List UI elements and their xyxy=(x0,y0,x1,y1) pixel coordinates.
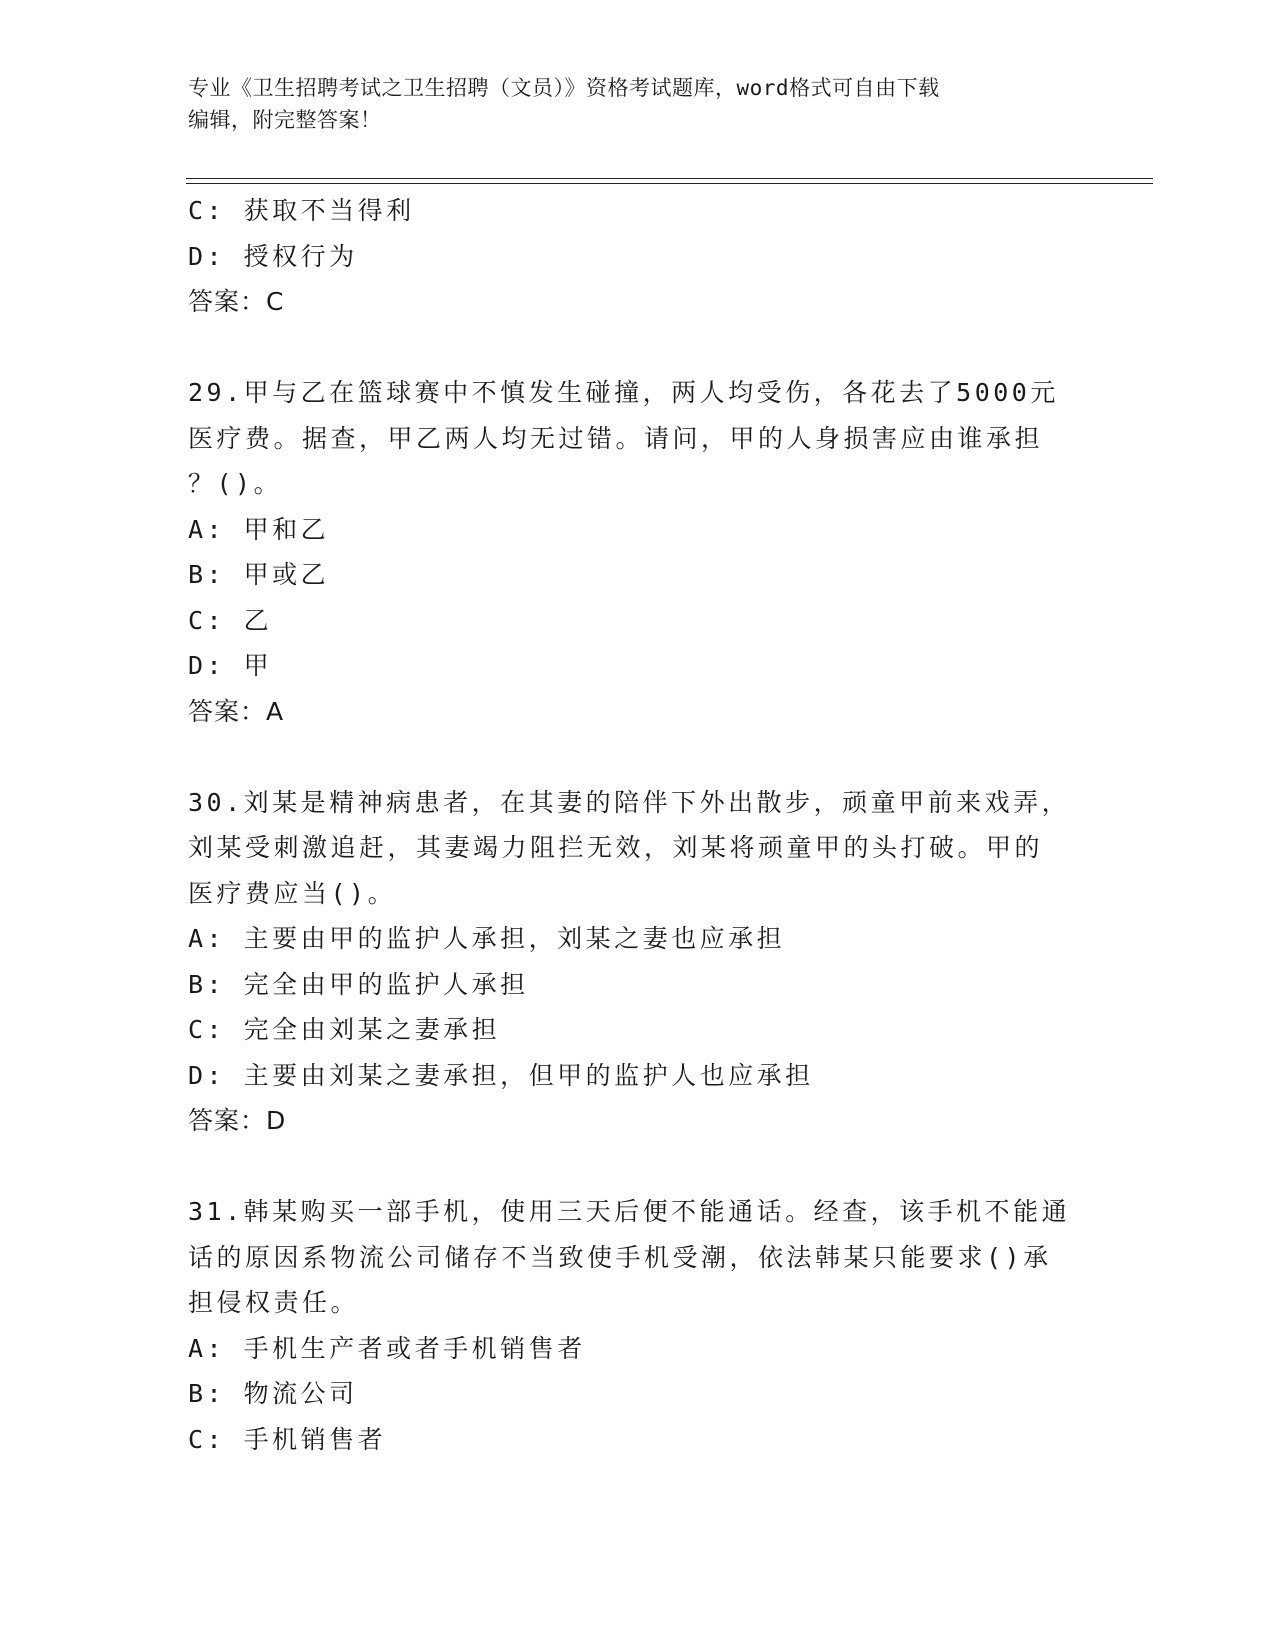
option-c: C: 完全由刘某之妻承担 xyxy=(188,1015,501,1044)
document-header xyxy=(188,72,1088,136)
question-text-line: 话的原因系物流公司储存不当致使手机受潮，依法韩某只能要求()承 xyxy=(188,1242,1052,1272)
header-line-2: 编辑，附完整答案！ xyxy=(188,108,382,132)
option-c: C: 手机销售者 xyxy=(188,1424,387,1454)
option-d: D: 主要由刘某之妻承担，但甲的监护人也应承担 xyxy=(188,1060,814,1090)
spacer xyxy=(188,325,1088,371)
option-a: A: 甲和乙 xyxy=(188,514,330,544)
option-b: B: 物流公司 xyxy=(188,1379,358,1408)
question-text-line: 医疗费应当()。 xyxy=(188,878,397,908)
header-divider-bottom xyxy=(186,183,1153,184)
question-text-line: 医疗费。据查，甲乙两人均无过错。请问，甲的人身损害应由谁承担 xyxy=(188,423,1044,453)
question-text-line: ？()。 xyxy=(188,469,283,498)
option-c: C: 获取不当得利 xyxy=(188,196,415,225)
question-text-line: 担侵权责任。 xyxy=(188,1288,360,1317)
option-b: B: 完全由甲的监护人承担 xyxy=(188,969,529,999)
question-31 xyxy=(188,1189,1088,1462)
question-text-line: 30.刘某是精神病患者，在其妻的陪伴下外出散步，顽童甲前来戏弄， xyxy=(188,787,1071,817)
option-a: A: 主要由甲的监护人承担，刘某之妻也应承担 xyxy=(188,924,786,953)
question-text-line: 31.韩某购买一部手机，使用三天后便不能通话。经查，该手机不能通 xyxy=(188,1197,1071,1226)
question-29 xyxy=(188,370,1088,734)
previous-question-tail xyxy=(188,188,1088,325)
question-content xyxy=(188,188,1088,1462)
option-d: D: 授权行为 xyxy=(188,241,358,271)
question-text-line: 刘某受刺激追赶，其妻竭力阻拦无效，刘某将顽童甲的头打破。甲的 xyxy=(188,833,1044,862)
option-c: C: 乙 xyxy=(188,605,273,635)
spacer xyxy=(188,1144,1088,1190)
question-30 xyxy=(188,780,1088,1144)
option-b: B: 甲或乙 xyxy=(188,560,330,589)
question-text-line: 29.甲与乙在篮球赛中不慎发生碰撞，两人均受伤，各花去了5000元 xyxy=(188,378,1059,407)
header-divider-top xyxy=(186,178,1153,179)
option-d: D: 甲 xyxy=(188,651,273,680)
header-line-1: 专业《卫生招聘考试之卫生招聘（文员）》资格考试题库，word格式可自由下载 xyxy=(188,76,940,100)
option-a: A: 手机生产者或者手机销售者 xyxy=(188,1333,586,1363)
answer: 答案：C xyxy=(188,287,285,316)
answer: 答案：D xyxy=(188,1106,287,1135)
answer: 答案：A xyxy=(188,696,285,726)
spacer xyxy=(188,734,1088,780)
